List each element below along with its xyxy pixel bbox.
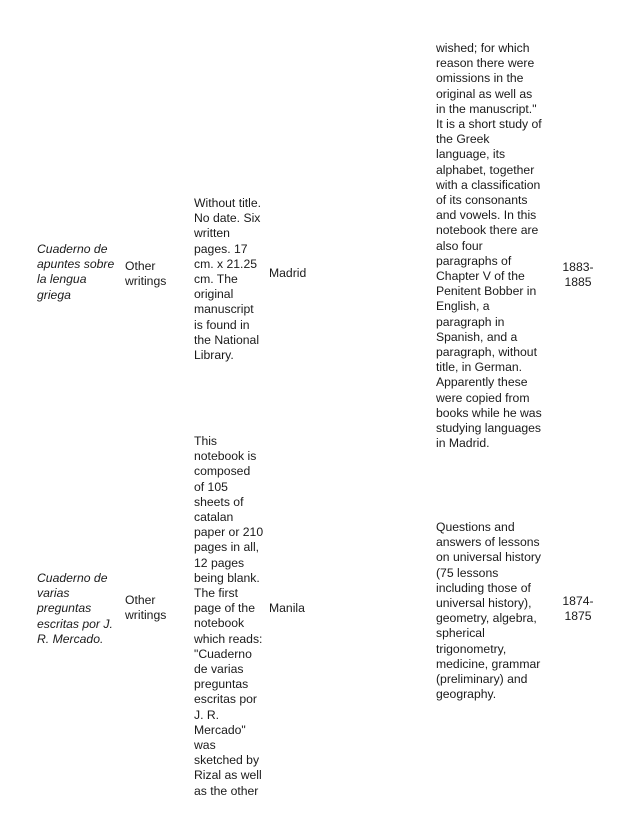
continued-description: wished; for which reason there were omissions in the original as well as in the manuscript." <box>436 41 537 116</box>
work-details: This notebook is composed of 105 sheets of catalan paper or 210 pages in all, 12 pages being blank. The first page of the notebook which reads: "Cuaderno de varias preguntas escritas por J. R. Mercado" was sketched by Rizal as well as the other <box>194 434 264 798</box>
work-title: Cuaderno de varias preguntas escritas por J. R. Mercado. <box>37 571 113 646</box>
work-title: Cuaderno de apuntes sobre la lengua griega <box>37 242 115 302</box>
work-year: 1874- 1875 <box>562 594 594 624</box>
work-place: Madrid <box>269 266 307 280</box>
work-description: Questions and answers of lessons on universal history (75 lessons including those of universal history), geometry, algebra, spherical trigonometry, medicine, grammar (preliminary) and geography. <box>436 520 541 702</box>
work-category: Other writings <box>125 593 167 623</box>
work-category: Other writings <box>125 259 167 289</box>
work-place: Manila <box>269 601 305 615</box>
work-year: 1883- 1885 <box>562 260 594 290</box>
work-description: It is a short study of the Greek language, its alphabet, together with a classification of its consonants and vowels. In this notebook there are also four paragraphs of Chapter V of the Penitent Bobber in English, a paragraph in Spanish, and a paragraph, without title, in German. Apparently these were copied from books while he was studying languages in Madrid. <box>436 117 542 451</box>
work-details: Without title. No date. Six written pages. 17 cm. x 21.25 cm. The original manuscript is found in the National Library. <box>194 196 262 363</box>
